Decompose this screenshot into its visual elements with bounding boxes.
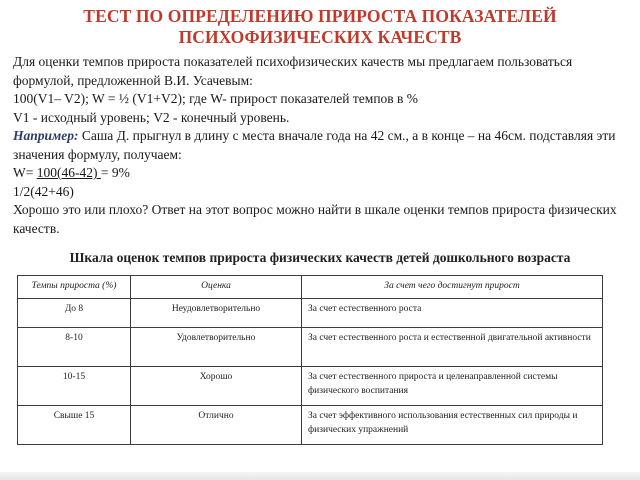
- cell-rating: Удовлетворительно: [131, 328, 302, 367]
- table-row: [18, 299, 603, 328]
- table-row: [18, 406, 603, 445]
- example-text: Саша Д. прыгнул в длину с места вначале года на 42 см., а в конце – на 46см. подставляя эти значения формулу, получаем:: [13, 128, 616, 162]
- body-text: [13, 53, 623, 238]
- cell-reason: За счет эффективного использования естественных сил природы и физических упражнений: [302, 406, 603, 445]
- slide-bottom-band: [0, 472, 640, 480]
- w-denominator: 1/2(42+46): [13, 183, 74, 199]
- cell-reason: За счет естественного прироста и целенаправленной системы физического воспитания: [302, 367, 603, 406]
- title-line-2: ПСИХОФИЗИЧЕСКИХ КАЧЕСТВ: [178, 27, 462, 47]
- w-formula: [13, 164, 623, 183]
- scale-table: [17, 275, 603, 445]
- variables-definition: V1 - исходный уровень; V2 - конечный уровень.: [13, 109, 290, 125]
- cell-rating: Неудовлетворительно: [131, 299, 302, 328]
- w-prefix: W=: [13, 165, 37, 180]
- slide-title: [40, 6, 600, 48]
- cell-reason: За счет естественного роста: [302, 299, 603, 328]
- cell-growth: 10-15: [18, 367, 131, 406]
- table-row: [18, 367, 603, 406]
- formula-line: 100(V1– V2); W = ½ (V1+V2); где W- прирост показателей темпов в %: [13, 91, 419, 106]
- cell-growth: 8-10: [18, 328, 131, 367]
- w-numerator: 100(46-42): [36, 165, 101, 180]
- table-row: [18, 328, 603, 367]
- header-reason: За счет чего достигнут прирост: [302, 276, 603, 299]
- header-rating: Оценка: [131, 276, 302, 299]
- cell-rating: Отлично: [131, 406, 302, 445]
- table-caption: Шкала оценок темпов прироста физических качеств детей дошкольного возраста: [69, 250, 571, 265]
- w-result: = 9%: [100, 165, 130, 180]
- intro-paragraph: Для оценки темпов прироста показателей психофизических качеств мы предлагаем пользоваться формулой, предложенной В.И. Усачевым:: [13, 54, 573, 88]
- title-line-1: ТЕСТ ПО ОПРЕДЕЛЕНИЮ ПРИРОСТА ПОКАЗАТЕЛЕЙ: [83, 6, 557, 26]
- cell-growth: До 8: [18, 299, 131, 328]
- example-paragraph: [13, 127, 623, 164]
- cell-rating: Хорошо: [131, 367, 302, 406]
- example-lead: Например:: [13, 128, 79, 143]
- question-paragraph: Хорошо это или плохо? Ответ на этот вопрос можно найти в шкале оценки темпов прироста физических качеств.: [13, 202, 617, 236]
- header-growth: Темпы прироста (%): [18, 276, 131, 299]
- cell-growth: Свыше 15: [18, 406, 131, 445]
- table-header-row: [18, 276, 603, 299]
- cell-reason: За счет естественного роста и естественной двигательной активности: [302, 328, 603, 367]
